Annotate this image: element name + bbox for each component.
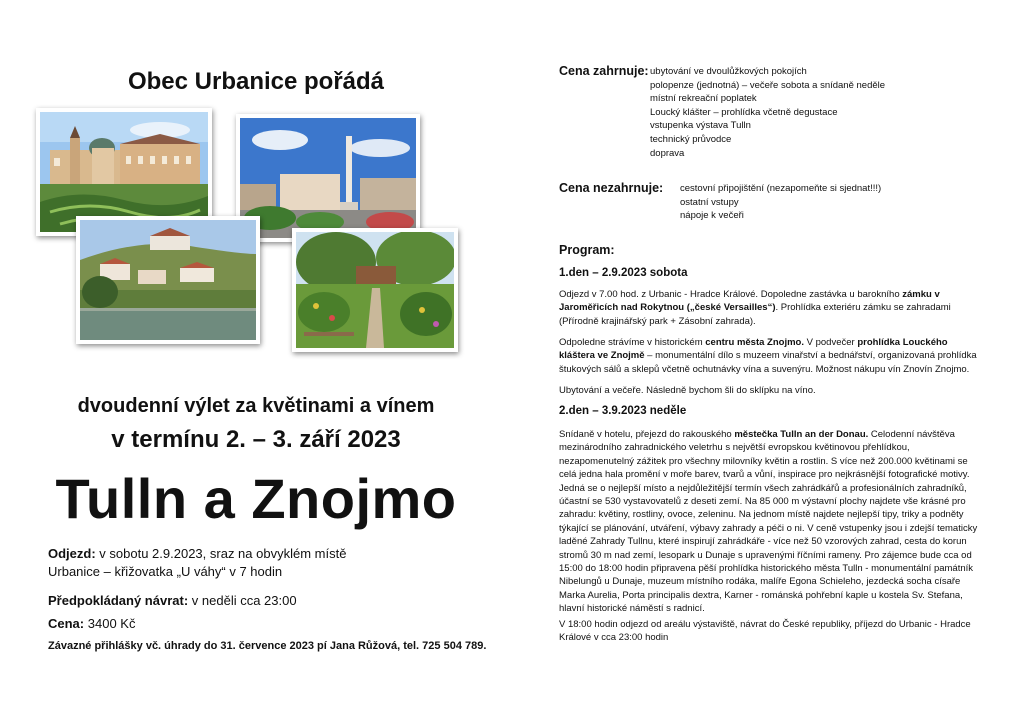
excludes-item: ostatní vstupy: [680, 196, 739, 208]
town-square-column-photo: [236, 114, 420, 242]
includes-label: Cena zahrnuje:: [559, 64, 649, 78]
includes-item: ubytování ve dvoulůžkových pokojích: [650, 66, 807, 77]
price-label: Cena:: [48, 616, 85, 631]
day1-p2-text-2: V podvečer: [803, 337, 858, 348]
includes-item: technický průvodce: [650, 133, 732, 145]
departure-label: Odjezd:: [48, 546, 96, 561]
day1-p1-text: Odjezd v 7.00 hod. z Urbanic - Hradce Králové. Dopoledne zastávka u barokního: [559, 289, 903, 300]
day1-heading: 1.den – 2.9.2023 sobota: [559, 267, 688, 279]
garden-plants-photo: [292, 228, 458, 352]
day1-paragraph-2: [559, 336, 979, 376]
day2-paragraph-2: V 18:00 hodin odjezd od areálu výstaviště, návrat do České republiky, příjezd do Urbanic - Hradce Králové v cca 23:00 hodin: [559, 619, 971, 644]
registration-note: Závazné přihlášky vč. úhrady do 31. července 2023 pí Jana Růžová, tel. 725 504 789.: [48, 640, 487, 652]
day1-p2-text: Odpoledne strávíme v historickém: [559, 337, 706, 348]
organizer-title: Obec Urbanice pořádá: [127, 68, 385, 95]
day2-p1-text-2: Celodenní návštěva mezinárodního zahradnického veletrhu s největší evropskou květinovou přehlídkou, nezapomenutelný zážitek pro všechny milovníky květin a rostlin. S více než 200.000 květinami se celá jedna hala promění v moře barev, tvarů a vůní, inspirace pro nejkrásnější fotografické motivy. Jedná se o nejlepší místo a nejdůležitější termín všech zahrádkářů a profesionálních zahradníků, účastní se 530 vystavovatelů z deseti zemí. Na 85 000 m výstavní plochy najdete vše krásné pro zahradu: květiny, rostliny, ovoce, zeleninu. Na jednom místě najdete nejlepší tipy, triky a podněty týkající se plánování, utváření, výbavy zahrady a péči o ni. V ceně vstupenky jsou i zdejší tematicky laděné Zahrady Tullnu, které inspirují zahrádkáře - více než 50 vzorových zahrad, cesta do korun stromů 30 m nad zemí, lesopark u Dunaje s upravenými říčními rameny. Pro zájemce bude cca od 15:00 do 18:00 hodin připravena pěší prohlídka historického města Tulln - monumentální památník Nibelungů u Dunaje, muzeum místního rodáka, malíře Egona Schieleho, jezdecká socha císaře Marka Aurelia, Porta principalis dextra, Karner - románská pohřební kaple u kostela Sv. Stefana, hlavní historické náměstí s radnicí.: [559, 429, 978, 615]
excludes-list: [680, 182, 881, 223]
day2-heading: 2.den – 3.9.2023 neděle: [559, 405, 687, 417]
day1-p1-bold: zámku v Jaroměřicích nad Rokytnou („české Versailles“): [559, 289, 940, 314]
day1-p2-bold-2: prohlídka Louckého kláštera ve Znojmě: [559, 337, 948, 362]
return-text: v neděli cca 23:00: [191, 593, 297, 608]
price-line: [48, 615, 135, 633]
trip-dates: v termínu 2. – 3. září 2023: [111, 426, 401, 453]
departure-line: [48, 545, 346, 563]
includes-item: Loucký klášter – prohlídka včetně degustace: [650, 106, 838, 118]
departure-place: Urbanice – křižovatka „U váhy“ v 7 hodin: [48, 564, 283, 579]
excludes-item: nápoje k večeři: [680, 210, 744, 222]
excludes-label: Cena nezahrnuje:: [559, 181, 664, 195]
day1-p1-text-2: . Prohlídka exteriéru zámku se zahradami (Přírodně krajinářský park + Zásobní zahrada).: [559, 302, 951, 327]
main-title: Tulln a Znojmo: [55, 467, 457, 530]
trip-subtitle: dvoudenní výlet za květinami a vínem: [77, 395, 435, 417]
return-line: [48, 592, 297, 610]
day2-p1-bold: městečka Tulln an der Donau.: [734, 429, 869, 440]
day1-p2-text-3: – monumentální dílo s muzeem vinařství a bednářství, organizovaná prohlídka štukových sálů a sklepů včetně ochutnávky vína a suvenýru. Možnost nákupu vín Znovín Znojmo.: [559, 350, 977, 375]
departure-text: v sobotu 2.9.2023, sraz na obvyklém místě: [99, 546, 347, 561]
includes-item: polopenze (jednotná) – večeře sobota a snídaně neděle: [650, 79, 886, 91]
day1-p2-bold: centru města Znojmo.: [705, 337, 804, 348]
program-heading: Program:: [559, 243, 615, 257]
hill-castle-vineyard-photo: [76, 216, 260, 344]
includes-item: doprava: [650, 147, 685, 159]
day2-p1-text: Snídaně v hotelu, přejezd do rakouského: [559, 429, 735, 440]
day1-paragraph-3: Ubytování a večeře. Následně bychom šli do sklípku na víno.: [559, 385, 816, 396]
includes-list: [650, 65, 885, 160]
excludes-item: cestovní připojištění (nezapomeňte si sjednat!!!): [680, 183, 882, 194]
price-text: 3400 Kč: [87, 616, 136, 631]
includes-item: místní rekreační poplatek: [650, 93, 757, 105]
day2-paragraph-1: [559, 428, 979, 616]
day1-paragraph-1: [559, 288, 979, 328]
return-label: Předpokládaný návrat:: [48, 593, 189, 608]
includes-item: vstupenka výstava Tulln: [650, 120, 751, 132]
